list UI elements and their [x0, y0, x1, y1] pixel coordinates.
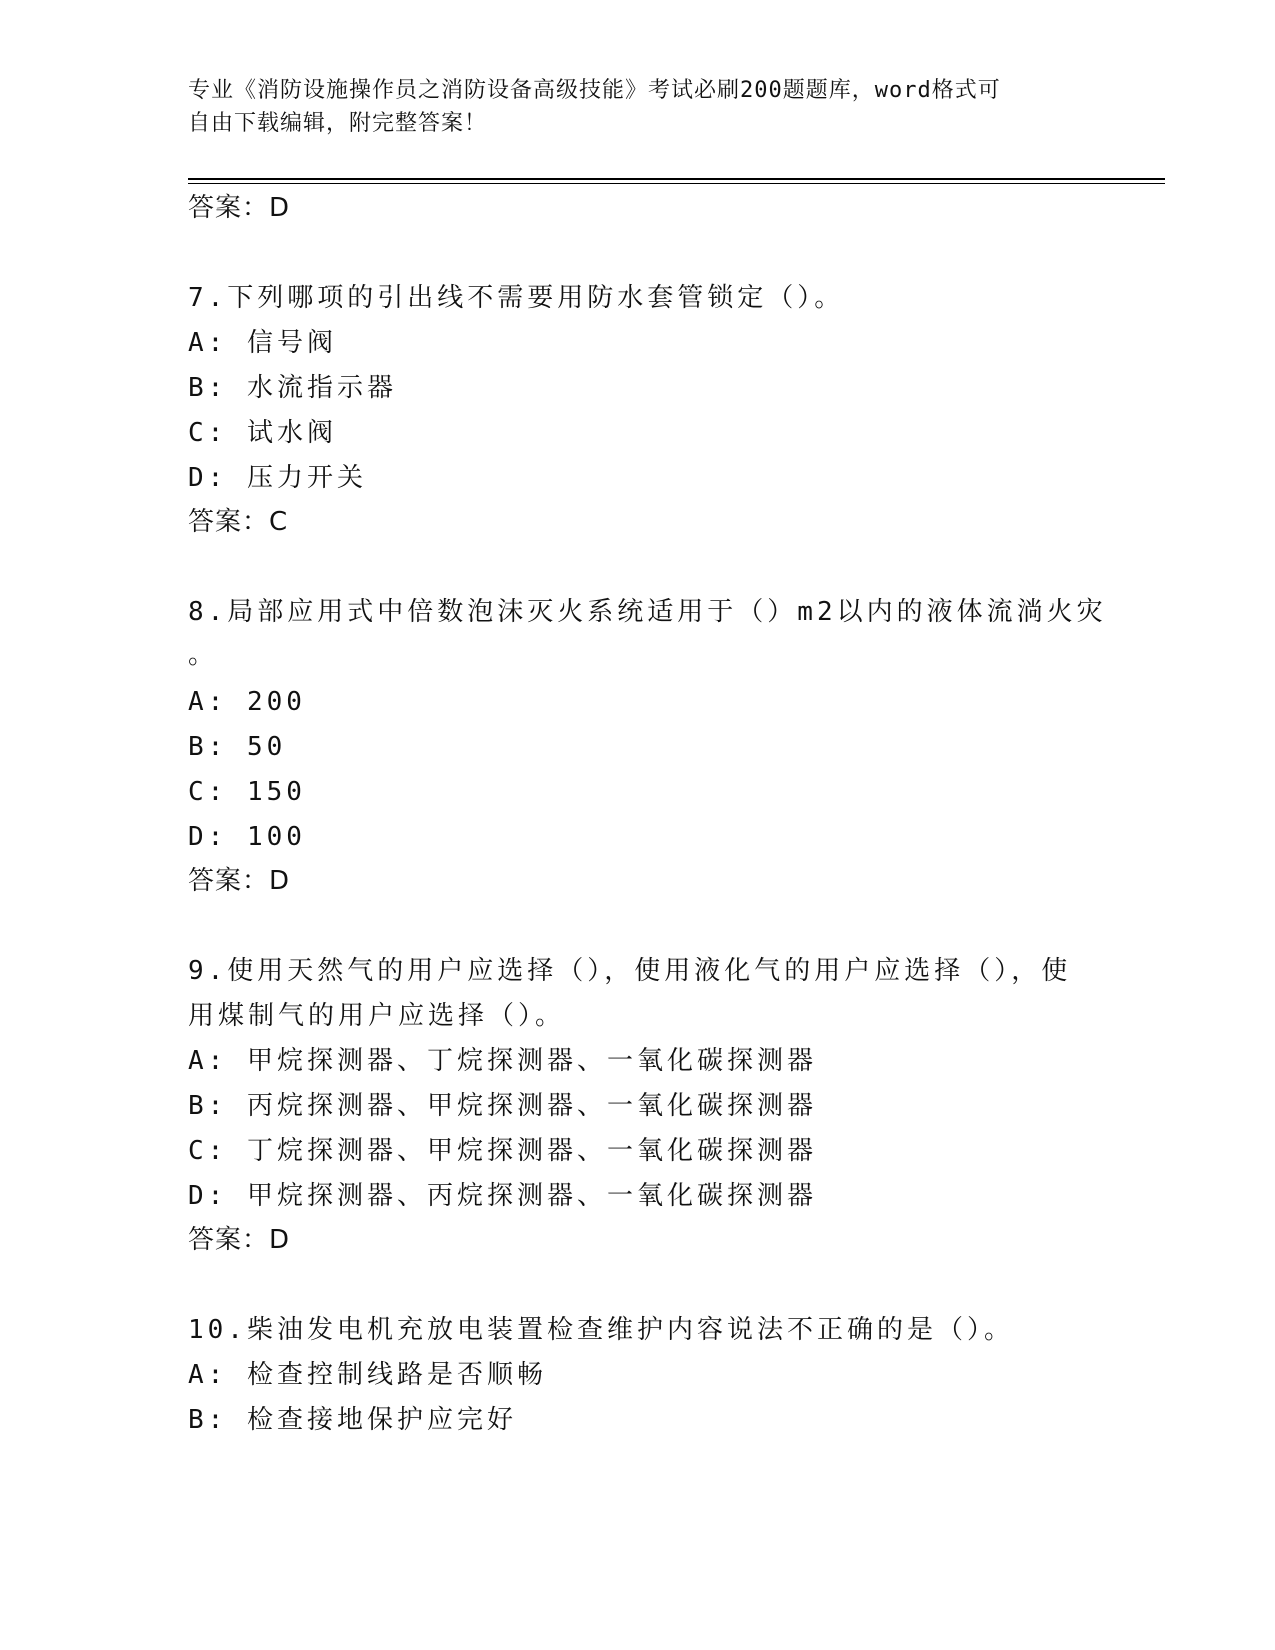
question-9-stem-line-1: 9.使用天然气的用户应选择（），使用液化气的用户应选择（），使: [188, 956, 1072, 986]
header-divider-bottom: [188, 183, 1165, 184]
header-line-1: 专业《消防设施操作员之消防设备高级技能》考试必刷200题题库，word格式可: [188, 78, 1001, 103]
question-9-option-b: B: 丙烷探测器、甲烷探测器、一氧化碳探测器: [188, 1091, 817, 1121]
document-header: [188, 74, 1088, 140]
header-divider-top: [188, 178, 1165, 180]
question-9-option-d: D: 甲烷探测器、丙烷探测器、一氧化碳探测器: [188, 1181, 817, 1211]
answer-q7: 答案：C: [188, 507, 289, 537]
question-8-option-a: A: 200: [188, 687, 306, 717]
answer-q6: 答案：D: [188, 193, 291, 223]
header-line-2: 自由下载编辑，附完整答案！: [188, 111, 488, 136]
question-8-option-b: B: 50: [188, 732, 287, 762]
question-8-option-c: C: 150: [188, 777, 306, 807]
question-7-option-d: D: 压力开关: [188, 463, 367, 493]
question-7-option-c: C: 试水阀: [188, 418, 337, 448]
question-9-option-a: A: 甲烷探测器、丁烷探测器、一氧化碳探测器: [188, 1046, 817, 1076]
question-9-option-c: C: 丁烷探测器、甲烷探测器、一氧化碳探测器: [188, 1136, 817, 1166]
question-7-stem: 7.下列哪项的引出线不需要用防水套管锁定（）。: [188, 283, 845, 313]
question-7-option-a: A: 信号阀: [188, 328, 337, 358]
question-9-stem-line-2: 用煤制气的用户应选择（）。: [188, 1001, 566, 1031]
answer-q9: 答案：D: [188, 1225, 291, 1255]
question-7-option-b: B: 水流指示器: [188, 373, 397, 403]
question-8-stem-line-1: 8.局部应用式中倍数泡沫灭火系统适用于（）m2以内的液体流淌火灾: [188, 597, 1107, 627]
question-10-option-a: A: 检查控制线路是否顺畅: [188, 1360, 547, 1390]
question-8-option-d: D: 100: [188, 822, 306, 852]
question-10-stem: 10.柴油发电机充放电装置检查维护内容说法不正确的是（）。: [188, 1315, 1014, 1345]
question-10-option-b: B: 检查接地保护应完好: [188, 1405, 517, 1435]
answer-q8: 答案：D: [188, 866, 291, 896]
question-8-stem-line-2: 。: [188, 640, 219, 670]
